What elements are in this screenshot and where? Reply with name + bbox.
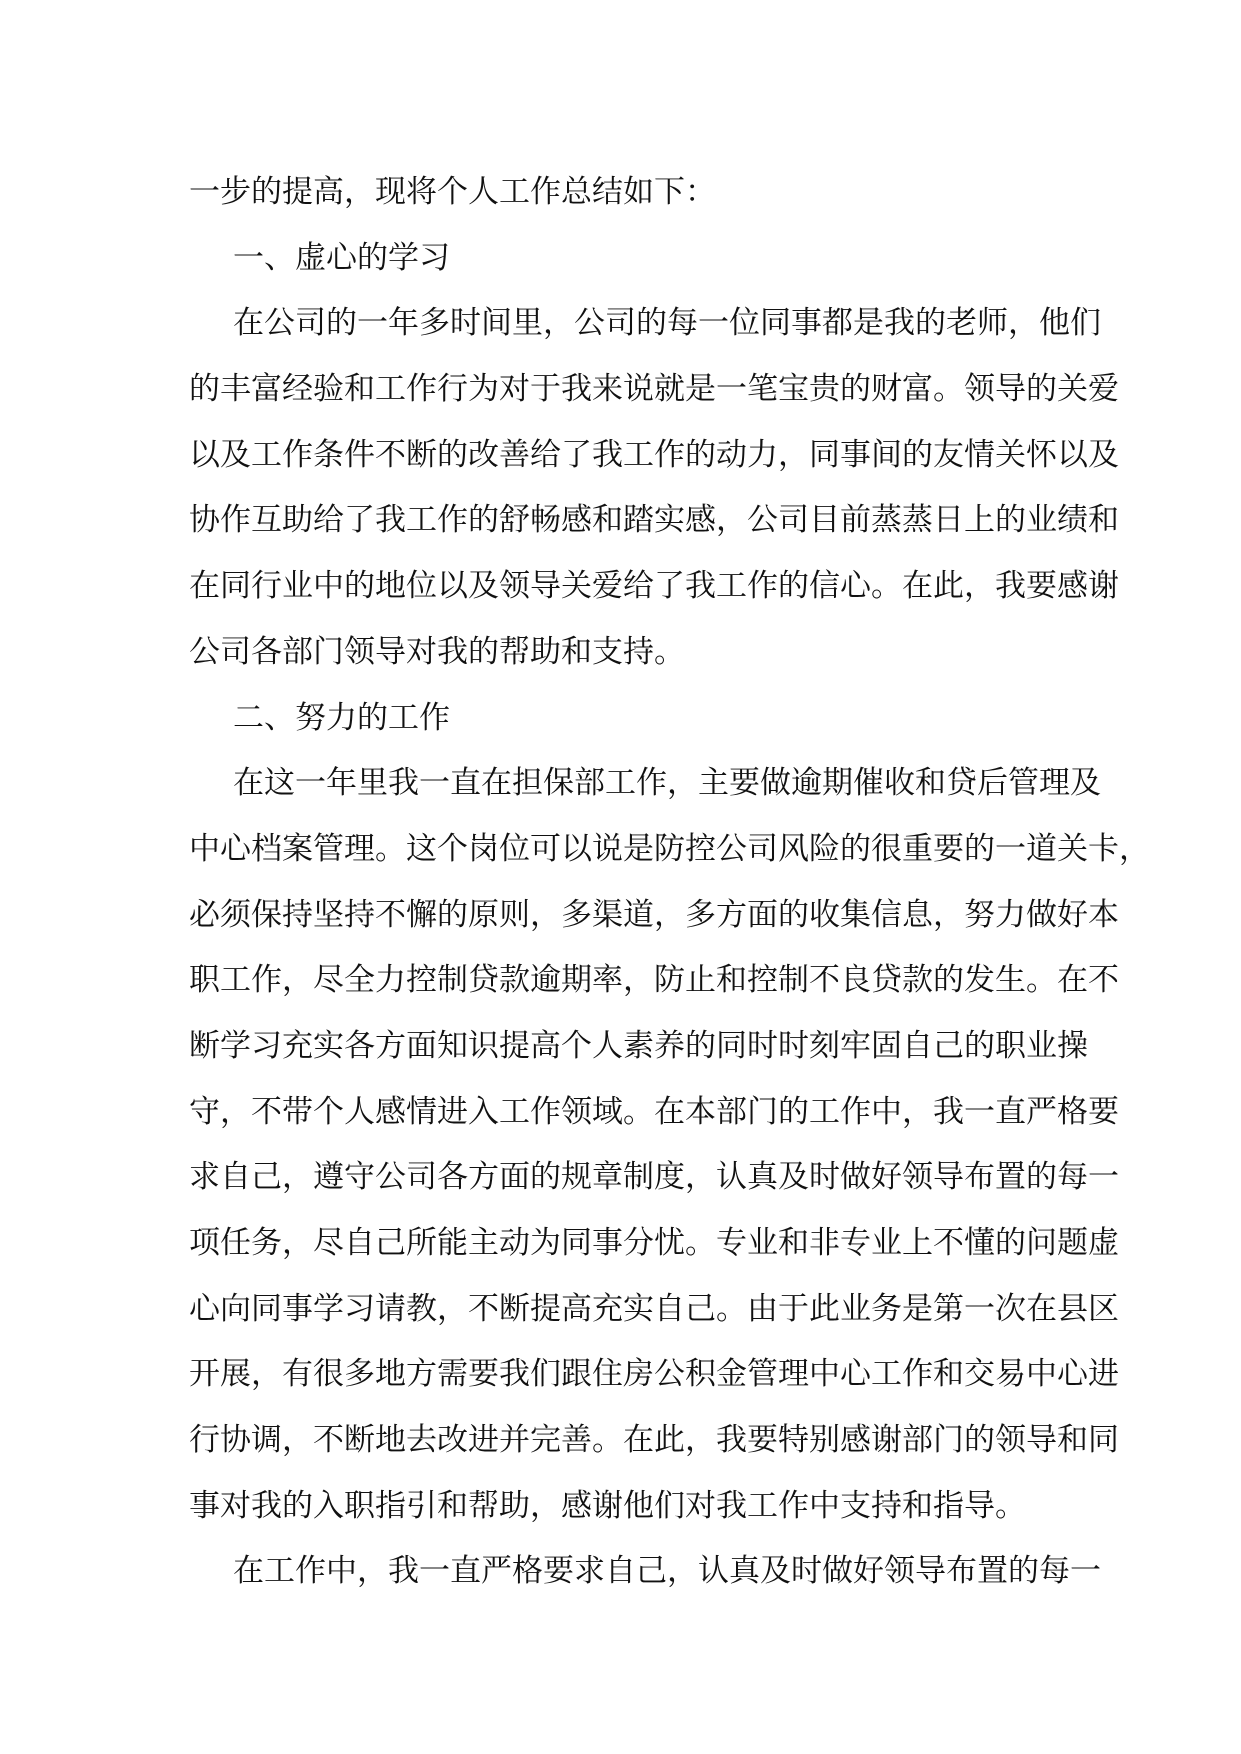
paragraph-line: 求自己，遵守公司各方面的规章制度，认真及时做好领导布置的每一 (189, 1159, 1119, 1196)
paragraph-line: 在工作中，我一直严格要求自己，认真及时做好领导布置的每一 (233, 1553, 1101, 1590)
paragraph-line: 行协调，不断地去改进并完善。在此，我要特别感谢部门的领导和同 (189, 1422, 1119, 1459)
section-heading: 二、努力的工作 (233, 699, 450, 736)
document-body (189, 160, 1150, 1605)
paragraph-line: 职工作，尽全力控制贷款逾期率，防止和控制不良贷款的发生。在不 (189, 962, 1119, 999)
paragraph-line: 守，不带个人感情进入工作领域。在本部门的工作中，我一直严格要 (189, 1093, 1119, 1130)
paragraph-line: 协作互助给了我工作的舒畅感和踏实感，公司目前蒸蒸日上的业绩和 (189, 502, 1119, 539)
paragraph-line: 在同行业中的地位以及领导关爱给了我工作的信心。在此，我要感谢 (189, 568, 1119, 605)
paragraph-line: 项任务，尽自己所能主动为同事分忧。专业和非专业上不懂的问题虚 (189, 1225, 1119, 1261)
paragraph-line: 在公司的一年多时间里，公司的每一位同事都是我的老师，他们 (233, 305, 1101, 342)
paragraph-line: 的丰富经验和工作行为对于我来说就是一笔宝贵的财富。领导的关爱 (189, 371, 1119, 408)
paragraph-line: 开展，有很多地方需要我们跟住房公积金管理中心工作和交易中心进 (189, 1356, 1119, 1393)
paragraph-line: 中心档案管理。这个岗位可以说是防控公司风险的很重要的一道关卡， (189, 830, 1150, 867)
paragraph-line: 以及工作条件不断的改善给了我工作的动力，同事间的友情关怀以及 (189, 436, 1119, 473)
paragraph-line: 必须保持坚持不懈的原则，多渠道，多方面的收集信息，努力做好本 (189, 896, 1119, 933)
paragraph-line: 事对我的入职指引和帮助，感谢他们对我工作中支持和指导。 (189, 1487, 1026, 1524)
paragraph-line: 心向同事学习请教，不断提高充实自己。由于此业务是第一次在县区 (189, 1290, 1119, 1327)
paragraph-line: 一步的提高，现将个人工作总结如下： (189, 174, 716, 210)
paragraph-line: 在这一年里我一直在担保部工作，主要做逾期催收和贷后管理及 (233, 765, 1101, 802)
paragraph-line: 断学习充实各方面知识提高个人素养的同时时刻牢固自己的职业操 (189, 1027, 1088, 1064)
paragraph-line: 公司各部门领导对我的帮助和支持。 (189, 633, 685, 670)
section-heading: 一、虚心的学习 (233, 239, 450, 276)
